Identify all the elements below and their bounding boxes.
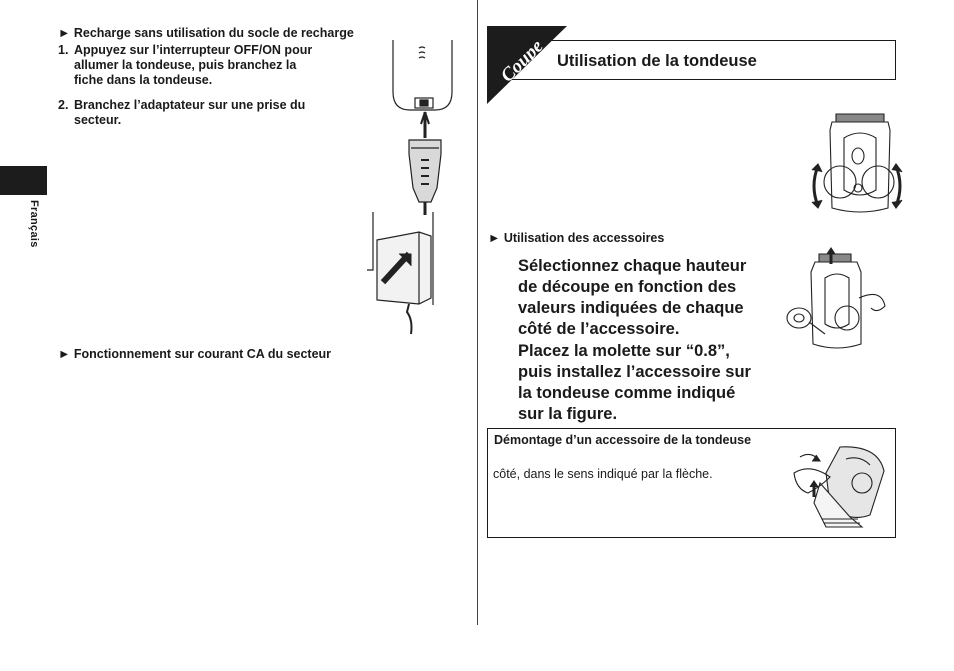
accessories-instruction-1 bbox=[518, 256, 773, 340]
section-title: Utilisation de la tondeuse bbox=[557, 52, 757, 70]
step-2 bbox=[58, 98, 358, 128]
trimmer-dial-illustration bbox=[810, 108, 905, 218]
accessories-p2-line: la tondeuse comme indiqué bbox=[518, 384, 736, 402]
column-divider bbox=[477, 0, 478, 625]
step-1-line-2: allumer la tondeuse, puis branchez la bbox=[74, 58, 297, 72]
accessories-p1-line: valeurs indiquées de chaque bbox=[518, 299, 744, 317]
accessories-p2-line: Placez la molette sur “0.8”, bbox=[518, 342, 730, 360]
section-tab-triangle bbox=[487, 26, 567, 106]
trimmer-plug-illustration bbox=[385, 40, 465, 215]
step-2-number: 2. bbox=[58, 98, 69, 112]
remove-accessory-illustration bbox=[790, 443, 890, 533]
adapter-outlet-illustration bbox=[367, 210, 447, 335]
step-2-line-2: secteur. bbox=[74, 113, 122, 127]
recharge-heading: ► Recharge sans utilisation du socle de recharge bbox=[58, 26, 354, 40]
accessories-p2-line: sur la figure. bbox=[518, 405, 618, 423]
remove-accessory-text: côté, dans le sens indiqué par la flèche. bbox=[493, 467, 713, 481]
attach-accessory-illustration bbox=[785, 248, 895, 353]
accessories-p2-line: puis installez l’accessoire sur bbox=[518, 363, 751, 381]
language-tab-marker bbox=[0, 166, 47, 195]
step-2-line-1: Branchez l’adaptateur sur une prise du bbox=[74, 98, 306, 112]
step-1-line-3: fiche dans la tondeuse. bbox=[74, 73, 213, 87]
accessories-p1-line: Sélectionnez chaque hauteur bbox=[518, 257, 747, 275]
section-tab-label: Coupe bbox=[496, 35, 548, 87]
step-1 bbox=[58, 43, 358, 88]
accessories-p1-line: de découpe en fonction des bbox=[518, 278, 737, 296]
accessories-instruction-2 bbox=[518, 341, 773, 425]
language-label: Français bbox=[28, 200, 40, 248]
step-1-line-1: Appuyez sur l’interrupteur OFF/ON pour bbox=[74, 43, 313, 57]
step-1-number: 1. bbox=[58, 43, 69, 57]
accessories-p1-line: côté de l’accessoire. bbox=[518, 320, 680, 338]
accessories-heading: ► Utilisation des accessoires bbox=[488, 231, 665, 245]
remove-accessory-title: Démontage d’un accessoire de la tondeuse bbox=[494, 433, 752, 447]
ac-operation-heading: ► Fonctionnement sur courant CA du secteur bbox=[58, 347, 332, 361]
